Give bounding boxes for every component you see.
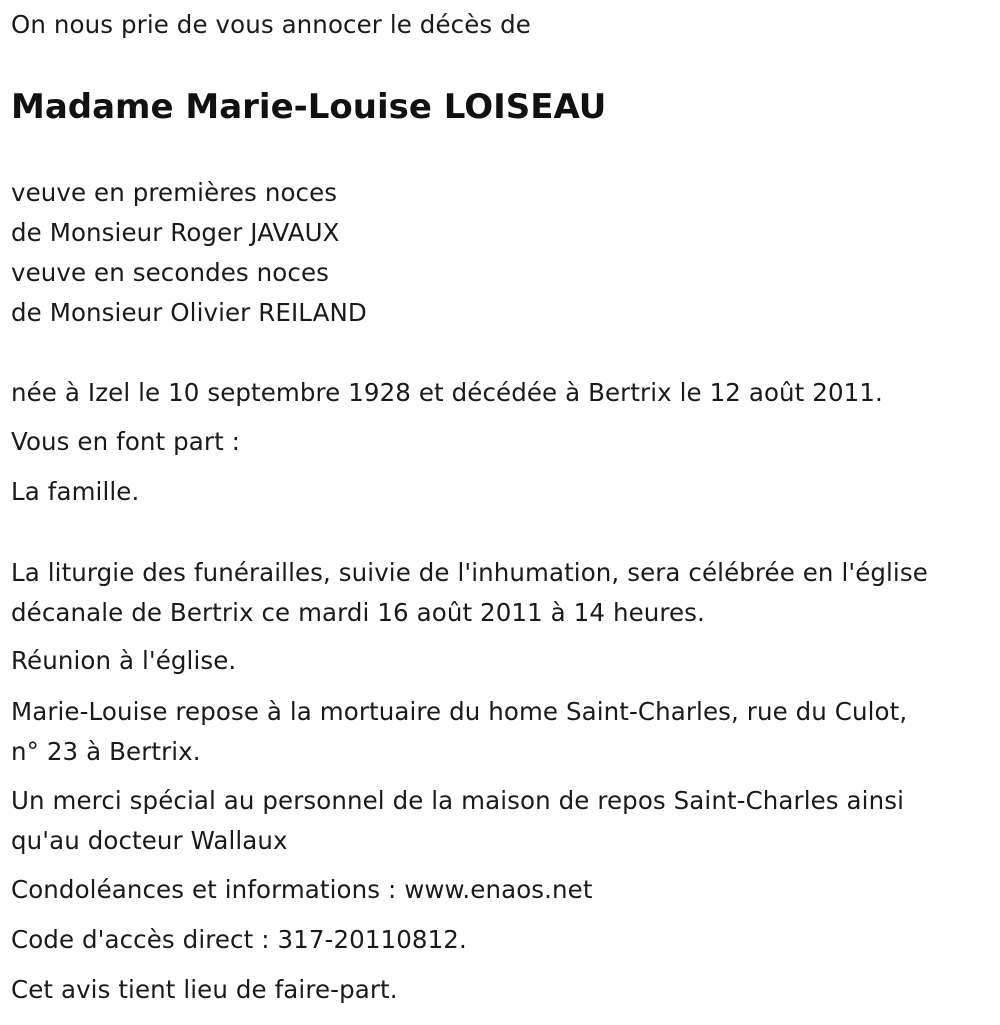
rest-line: Marie-Louise repose à la mortuaire du home Saint-Charles, rue du Culot, xyxy=(11,697,908,726)
condolences-line: Condoléances et informations : www.enaos.net xyxy=(11,875,593,904)
birth-death-line: née à Izel le 10 septembre 1928 et décédée à Bertrix le 12 août 2011. xyxy=(11,378,883,407)
widow-line: de Monsieur Roger JAVAUX xyxy=(11,218,340,247)
liturgy-line: décanale de Bertrix ce mardi 16 août 2011 à 14 heures. xyxy=(11,598,705,627)
access-code-line: Code d'accès direct : 317-20110812. xyxy=(11,925,467,954)
meeting-line: Réunion à l'église. xyxy=(11,646,237,675)
thanks-line: qu'au docteur Wallaux xyxy=(11,826,288,855)
liturgy-line: La liturgie des funérailles, suivie de l'inhumation, sera célébrée en l'église xyxy=(11,558,928,587)
liturgy-paragraph xyxy=(11,553,928,633)
rest-line: n° 23 à Bertrix. xyxy=(11,737,201,766)
rest-paragraph xyxy=(11,692,907,772)
thanks-line: Un merci spécial au personnel de la maison de repos Saint-Charles ainsi xyxy=(11,786,904,815)
family-line: La famille. xyxy=(11,477,140,506)
widow-line: veuve en secondes noces xyxy=(11,258,329,287)
closing-line: Cet avis tient lieu de faire-part. xyxy=(11,975,398,1004)
announced-by-label: Vous en font part : xyxy=(11,427,241,456)
widow-line: de Monsieur Olivier REILAND xyxy=(11,298,367,327)
thanks-paragraph xyxy=(11,781,904,861)
notice-intro: On nous prie de vous annocer le décès de xyxy=(11,10,531,39)
deceased-name-heading: Madame Marie-Louise LOISEAU xyxy=(11,87,607,127)
widow-line: veuve en premières noces xyxy=(11,178,338,207)
widow-block xyxy=(11,173,367,333)
